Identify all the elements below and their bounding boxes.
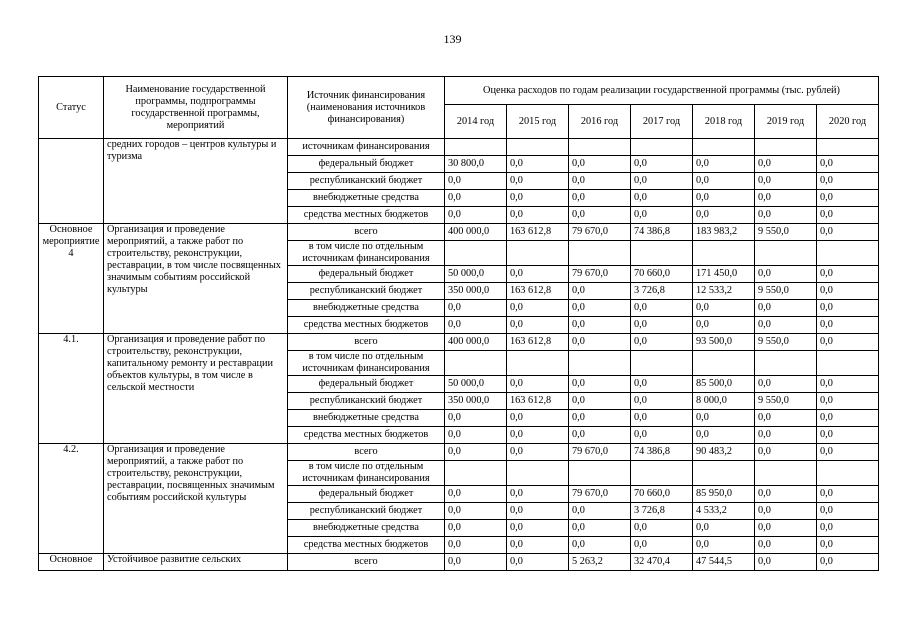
- amount-cell: [631, 351, 693, 376]
- amount-cell: 50 000,0: [445, 376, 507, 393]
- amount-cell: 0,0: [755, 156, 817, 173]
- amount-cell: 0,0: [817, 503, 879, 520]
- amount-cell: 0,0: [507, 410, 569, 427]
- funding-source-cell: республиканский бюджет: [288, 503, 445, 520]
- amount-cell: [507, 139, 569, 156]
- amount-cell: 0,0: [631, 156, 693, 173]
- amount-cell: 0,0: [569, 190, 631, 207]
- amount-cell: 0,0: [817, 317, 879, 334]
- amount-cell: 0,0: [631, 190, 693, 207]
- amount-cell: 0,0: [569, 393, 631, 410]
- amount-cell: 0,0: [569, 207, 631, 224]
- amount-cell: [693, 139, 755, 156]
- status-cell: [39, 139, 104, 224]
- amount-cell: 0,0: [817, 520, 879, 537]
- funding-source-cell: средства местных бюджетов: [288, 207, 445, 224]
- amount-cell: 9 550,0: [755, 334, 817, 351]
- amount-cell: [445, 139, 507, 156]
- amount-cell: [693, 351, 755, 376]
- amount-cell: 4 533,2: [693, 503, 755, 520]
- amount-cell: 70 660,0: [631, 266, 693, 283]
- program-name-cell: Организация и проведение работ по строительству, реконструкции, капитальному ремонту и реставрации объектов культуры, в том числе в сельской местности: [104, 334, 288, 444]
- amount-cell: 0,0: [755, 427, 817, 444]
- amount-cell: [631, 139, 693, 156]
- header-name: Наименование государственной программы, подпрограммы государственной программы, мероприятий: [104, 77, 288, 139]
- amount-cell: 74 386,8: [631, 224, 693, 241]
- funding-source-cell: федеральный бюджет: [288, 376, 445, 393]
- amount-cell: 0,0: [817, 376, 879, 393]
- amount-cell: 0,0: [507, 190, 569, 207]
- amount-cell: 0,0: [569, 156, 631, 173]
- header-year: 2019 год: [755, 105, 817, 139]
- funding-source-cell: в том числе по отдельным источникам финансирования: [288, 241, 445, 266]
- funding-source-cell: всего: [288, 444, 445, 461]
- amount-cell: 5 263,2: [569, 554, 631, 571]
- amount-cell: [569, 241, 631, 266]
- amount-cell: [569, 461, 631, 486]
- funding-source-cell: внебюджетные средства: [288, 410, 445, 427]
- status-cell: 4.1.: [39, 334, 104, 444]
- amount-cell: 8 000,0: [693, 393, 755, 410]
- amount-cell: [755, 461, 817, 486]
- amount-cell: [445, 351, 507, 376]
- amount-cell: 0,0: [631, 173, 693, 190]
- amount-cell: 74 386,8: [631, 444, 693, 461]
- amount-cell: 0,0: [569, 317, 631, 334]
- amount-cell: 0,0: [507, 554, 569, 571]
- amount-cell: 0,0: [631, 410, 693, 427]
- program-name-cell: средних городов – центров культуры и туризма: [104, 139, 288, 224]
- amount-cell: 0,0: [507, 376, 569, 393]
- amount-cell: 0,0: [755, 444, 817, 461]
- amount-cell: 0,0: [817, 427, 879, 444]
- amount-cell: 0,0: [569, 537, 631, 554]
- status-cell: Основное: [39, 554, 104, 571]
- amount-cell: 0,0: [445, 444, 507, 461]
- amount-cell: 0,0: [569, 376, 631, 393]
- amount-cell: 0,0: [693, 410, 755, 427]
- amount-cell: 0,0: [755, 410, 817, 427]
- amount-cell: 3 726,8: [631, 503, 693, 520]
- funding-source-cell: средства местных бюджетов: [288, 317, 445, 334]
- amount-cell: 0,0: [569, 334, 631, 351]
- amount-cell: 0,0: [693, 427, 755, 444]
- amount-cell: 163 612,8: [507, 224, 569, 241]
- amount-cell: [507, 241, 569, 266]
- amount-cell: 9 550,0: [755, 393, 817, 410]
- amount-cell: 0,0: [693, 190, 755, 207]
- amount-cell: 0,0: [507, 444, 569, 461]
- amount-cell: 85 950,0: [693, 486, 755, 503]
- amount-cell: 0,0: [569, 173, 631, 190]
- amount-cell: 0,0: [817, 300, 879, 317]
- amount-cell: 0,0: [817, 334, 879, 351]
- amount-cell: 0,0: [755, 317, 817, 334]
- amount-cell: 0,0: [507, 503, 569, 520]
- funding-source-cell: внебюджетные средства: [288, 300, 445, 317]
- amount-cell: 0,0: [507, 207, 569, 224]
- table-row: [39, 334, 879, 351]
- amount-cell: 163 612,8: [507, 393, 569, 410]
- amount-cell: 0,0: [817, 224, 879, 241]
- amount-cell: 0,0: [569, 283, 631, 300]
- funding-source-cell: федеральный бюджет: [288, 266, 445, 283]
- amount-cell: 0,0: [631, 537, 693, 554]
- amount-cell: 0,0: [693, 300, 755, 317]
- amount-cell: 0,0: [693, 156, 755, 173]
- amount-cell: 0,0: [631, 427, 693, 444]
- amount-cell: 0,0: [569, 520, 631, 537]
- amount-cell: 0,0: [507, 156, 569, 173]
- amount-cell: 0,0: [817, 266, 879, 283]
- amount-cell: 79 670,0: [569, 486, 631, 503]
- header-year: 2018 год: [693, 105, 755, 139]
- amount-cell: [755, 241, 817, 266]
- amount-cell: 0,0: [631, 393, 693, 410]
- amount-cell: [569, 139, 631, 156]
- table-body: [39, 139, 879, 571]
- status-cell: 4.2.: [39, 444, 104, 554]
- amount-cell: 0,0: [755, 376, 817, 393]
- amount-cell: 0,0: [817, 486, 879, 503]
- amount-cell: 79 670,0: [569, 444, 631, 461]
- amount-cell: 79 670,0: [569, 266, 631, 283]
- amount-cell: 0,0: [445, 173, 507, 190]
- amount-cell: 0,0: [693, 537, 755, 554]
- funding-source-cell: федеральный бюджет: [288, 486, 445, 503]
- table-row: [39, 224, 879, 241]
- header-year: 2014 год: [445, 105, 507, 139]
- header-source: Источник финансирования (наименования источников финансирования): [288, 77, 445, 139]
- amount-cell: [507, 351, 569, 376]
- amount-cell: 0,0: [817, 444, 879, 461]
- amount-cell: 32 470,4: [631, 554, 693, 571]
- funding-source-cell: внебюджетные средства: [288, 520, 445, 537]
- amount-cell: 90 483,2: [693, 444, 755, 461]
- amount-cell: 0,0: [755, 554, 817, 571]
- amount-cell: [631, 241, 693, 266]
- amount-cell: 0,0: [507, 173, 569, 190]
- program-name-cell: Организация и проведение мероприятий, а также работ по строительству, реконструкции, реставрации, в том числе посвященных значимым событиям российской культуры: [104, 224, 288, 334]
- amount-cell: 0,0: [755, 520, 817, 537]
- amount-cell: 0,0: [569, 410, 631, 427]
- amount-cell: [507, 461, 569, 486]
- funding-source-cell: всего: [288, 334, 445, 351]
- amount-cell: 0,0: [817, 207, 879, 224]
- amount-cell: 79 670,0: [569, 224, 631, 241]
- header-estimate: Оценка расходов по годам реализации государственной программы (тыс. рублей): [445, 77, 879, 105]
- amount-cell: 0,0: [817, 393, 879, 410]
- page-number: 139: [443, 32, 462, 46]
- amount-cell: 93 500,0: [693, 334, 755, 351]
- amount-cell: 70 660,0: [631, 486, 693, 503]
- amount-cell: 0,0: [445, 537, 507, 554]
- amount-cell: 350 000,0: [445, 283, 507, 300]
- funding-source-cell: в том числе по отдельным источникам финансирования: [288, 351, 445, 376]
- program-name-cell: Организация и проведение мероприятий, а также работ по строительству, реконструкции, реставрации, посвященных значимым событиям российской культуры: [104, 444, 288, 554]
- amount-cell: 0,0: [569, 503, 631, 520]
- amount-cell: 163 612,8: [507, 334, 569, 351]
- amount-cell: 350 000,0: [445, 393, 507, 410]
- amount-cell: 0,0: [817, 537, 879, 554]
- table-row: [39, 139, 879, 156]
- amount-cell: 0,0: [755, 173, 817, 190]
- funding-source-cell: источникам финансирования: [288, 139, 445, 156]
- amount-cell: 0,0: [693, 207, 755, 224]
- amount-cell: 0,0: [631, 520, 693, 537]
- amount-cell: 0,0: [817, 554, 879, 571]
- amount-cell: 0,0: [507, 520, 569, 537]
- funding-source-cell: всего: [288, 554, 445, 571]
- funding-source-cell: республиканский бюджет: [288, 173, 445, 190]
- amount-cell: 163 612,8: [507, 283, 569, 300]
- amount-cell: 0,0: [755, 503, 817, 520]
- amount-cell: 0,0: [817, 190, 879, 207]
- amount-cell: [445, 241, 507, 266]
- funding-source-cell: республиканский бюджет: [288, 283, 445, 300]
- amount-cell: [817, 139, 879, 156]
- amount-cell: 30 800,0: [445, 156, 507, 173]
- amount-cell: 0,0: [445, 486, 507, 503]
- table-row: [39, 554, 879, 571]
- amount-cell: 0,0: [445, 503, 507, 520]
- amount-cell: 0,0: [507, 266, 569, 283]
- funding-source-cell: средства местных бюджетов: [288, 427, 445, 444]
- amount-cell: 0,0: [445, 207, 507, 224]
- funding-source-cell: республиканский бюджет: [288, 393, 445, 410]
- amount-cell: 0,0: [569, 300, 631, 317]
- amount-cell: 0,0: [445, 410, 507, 427]
- amount-cell: [569, 351, 631, 376]
- amount-cell: 0,0: [817, 173, 879, 190]
- amount-cell: 0,0: [755, 266, 817, 283]
- amount-cell: 0,0: [631, 300, 693, 317]
- amount-cell: 3 726,8: [631, 283, 693, 300]
- amount-cell: 50 000,0: [445, 266, 507, 283]
- amount-cell: 0,0: [445, 427, 507, 444]
- amount-cell: 0,0: [755, 207, 817, 224]
- amount-cell: 12 533,2: [693, 283, 755, 300]
- funding-source-cell: внебюджетные средства: [288, 190, 445, 207]
- amount-cell: 171 450,0: [693, 266, 755, 283]
- amount-cell: 0,0: [445, 190, 507, 207]
- amount-cell: 0,0: [755, 190, 817, 207]
- amount-cell: 0,0: [755, 537, 817, 554]
- header-year: 2016 год: [569, 105, 631, 139]
- header-year: 2017 год: [631, 105, 693, 139]
- amount-cell: 0,0: [631, 334, 693, 351]
- amount-cell: 85 500,0: [693, 376, 755, 393]
- budget-table: [38, 76, 879, 571]
- amount-cell: 0,0: [755, 486, 817, 503]
- amount-cell: 0,0: [693, 317, 755, 334]
- amount-cell: 0,0: [507, 317, 569, 334]
- amount-cell: 9 550,0: [755, 283, 817, 300]
- funding-source-cell: всего: [288, 224, 445, 241]
- amount-cell: 0,0: [631, 207, 693, 224]
- amount-cell: 0,0: [693, 520, 755, 537]
- amount-cell: [693, 241, 755, 266]
- amount-cell: 0,0: [631, 317, 693, 334]
- amount-cell: [817, 461, 879, 486]
- amount-cell: 0,0: [817, 156, 879, 173]
- amount-cell: 0,0: [631, 376, 693, 393]
- amount-cell: [445, 461, 507, 486]
- amount-cell: [817, 351, 879, 376]
- amount-cell: 0,0: [693, 173, 755, 190]
- amount-cell: 0,0: [817, 283, 879, 300]
- header-status: Статус: [39, 77, 104, 139]
- amount-cell: 0,0: [507, 486, 569, 503]
- program-name-cell: Устойчивое развитие сельских: [104, 554, 288, 571]
- amount-cell: 0,0: [569, 427, 631, 444]
- amount-cell: 0,0: [507, 300, 569, 317]
- funding-source-cell: в том числе по отдельным источникам финансирования: [288, 461, 445, 486]
- amount-cell: 9 550,0: [755, 224, 817, 241]
- funding-source-cell: средства местных бюджетов: [288, 537, 445, 554]
- amount-cell: 0,0: [507, 427, 569, 444]
- header-year: 2020 год: [817, 105, 879, 139]
- amount-cell: 0,0: [445, 554, 507, 571]
- amount-cell: [817, 241, 879, 266]
- amount-cell: [693, 461, 755, 486]
- funding-source-cell: федеральный бюджет: [288, 156, 445, 173]
- amount-cell: 183 983,2: [693, 224, 755, 241]
- amount-cell: [755, 351, 817, 376]
- amount-cell: [631, 461, 693, 486]
- amount-cell: 0,0: [507, 537, 569, 554]
- table-row: [39, 444, 879, 461]
- amount-cell: 400 000,0: [445, 224, 507, 241]
- status-cell: Основное мероприятие 4: [39, 224, 104, 334]
- header-year: 2015 год: [507, 105, 569, 139]
- amount-cell: 47 544,5: [693, 554, 755, 571]
- amount-cell: 0,0: [445, 317, 507, 334]
- amount-cell: [755, 139, 817, 156]
- amount-cell: 400 000,0: [445, 334, 507, 351]
- amount-cell: 0,0: [817, 410, 879, 427]
- amount-cell: 0,0: [445, 300, 507, 317]
- amount-cell: 0,0: [755, 300, 817, 317]
- amount-cell: 0,0: [445, 520, 507, 537]
